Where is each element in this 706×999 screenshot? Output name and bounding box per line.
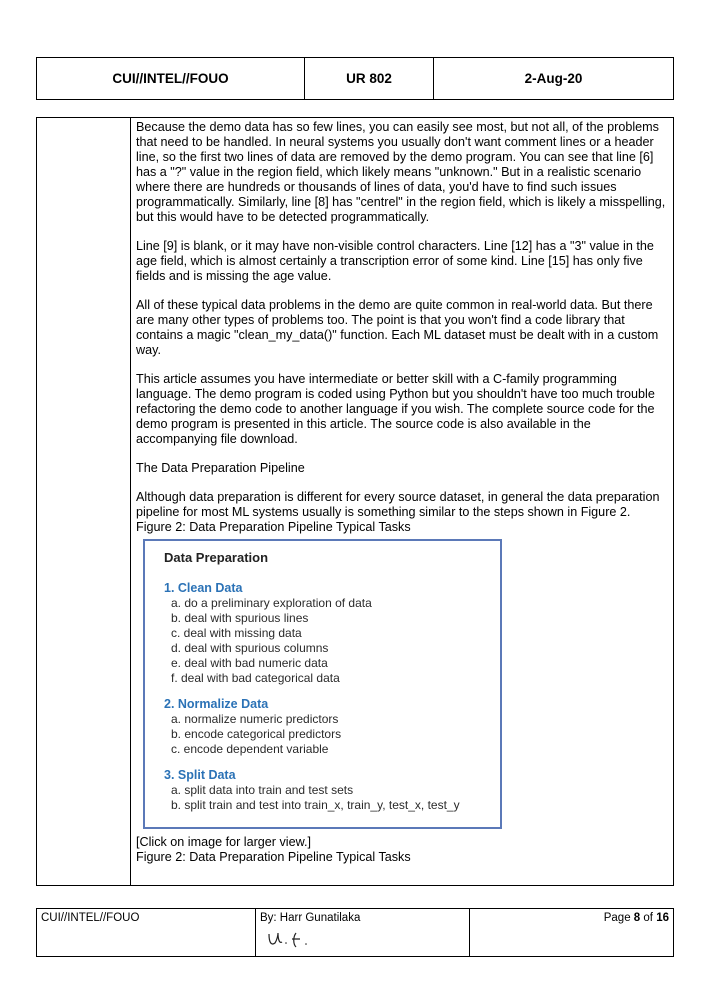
figure-list-item: a. do a preliminary exploration of data	[171, 596, 372, 610]
figure-list-item: a. normalize numeric predictors	[171, 712, 339, 726]
body-left-margin-cell	[37, 118, 131, 886]
body-content-cell	[131, 118, 674, 886]
figure-list-item: b. split train and test into train_x, train_y, test_x, test_y	[171, 798, 460, 812]
page-current: 8	[633, 912, 641, 924]
figure-list-item: d. deal with spurious columns	[171, 641, 329, 655]
signature	[266, 928, 326, 950]
paragraph: Because the demo data has so few lines, you can easily see most, but not all, of the problems that need to be handled. In neural systems you usually don't want comment lines or a header line, so the first two lines of data are removed by the demo program. You can see that line [6] has a "?" value in the region field, which likely means "unknown." But in a realistic scenario where there are hundreds or thousands of lines of data, you'd have to find such issues programmatically. Similarly, line [8] has "centrel" in the region field, which is likely a misspelling, but this would have to be detected programmatically.	[136, 120, 666, 224]
figure-section-title: 1. Clean Data	[164, 581, 243, 595]
figure-list-item: c. deal with missing data	[171, 626, 302, 640]
document-header	[36, 57, 674, 100]
document-body	[36, 117, 674, 886]
figure-list-item: e. deal with bad numeric data	[171, 656, 328, 670]
footer-classification: CUI//INTEL//FOUO	[37, 909, 256, 957]
figure-list-item: b. encode categorical predictors	[171, 727, 342, 741]
paragraph: Although data preparation is different for every source dataset, in general the data preparation pipeline for most ML systems usually is something similar to the steps shown in Figure 2.	[136, 490, 660, 519]
document-footer	[36, 908, 674, 957]
figure-list-item: a. split data into train and test sets	[171, 783, 354, 797]
figure-list-item: c. encode dependent variable	[171, 742, 329, 756]
header-report-id: UR 802	[305, 58, 434, 100]
figure-caption-top: Figure 2: Data Preparation Pipeline Typical Tasks	[136, 520, 411, 534]
figure-list-item: b. deal with spurious lines	[171, 611, 309, 625]
header-date: 2-Aug-20	[434, 58, 674, 100]
figure-section	[164, 581, 500, 686]
figure-sections	[164, 581, 500, 813]
figure-title: Data Preparation	[164, 550, 269, 565]
figure-section	[164, 768, 500, 813]
click-for-larger-view-link[interactable]: [Click on image for larger view.]	[136, 835, 311, 849]
page-total: 16	[656, 912, 669, 924]
paragraph: Line [9] is blank, or it may have non-visible control characters. Line [12] has a "3" value in the age field, which is almost certainly a transcription error of some kind. Line [15] has only five fields and is missing the age value.	[136, 239, 654, 283]
page-prefix: Page	[603, 912, 631, 924]
page-of: of	[643, 912, 653, 924]
figure-section	[164, 697, 500, 757]
body-content	[132, 119, 672, 865]
figure-section-title: 3. Split Data	[164, 768, 236, 782]
paragraph: All of these typical data problems in the demo are quite common in real-world data. But there are many other types of problems too. The point is that you won't find a code library that contains a magic "clean_my_data()" function. Each ML dataset must be dealt with in a custom way.	[136, 298, 659, 357]
footer-author: By: Harr Gunatilaka	[260, 912, 361, 924]
paragraph: This article assumes you have intermediate or better skill with a C-family programming language. The demo program is coded using Python but you shouldn't have too much trouble refactoring the demo code to another language if you wish. The complete source code for the demo program is presented in this article. The source code is also available in the accompanying file download.	[136, 372, 655, 446]
data-preparation-figure[interactable]	[143, 539, 502, 829]
section-heading: The Data Preparation Pipeline	[136, 461, 305, 475]
header-classification: CUI//INTEL//FOUO	[37, 58, 305, 100]
footer-author-cell	[256, 909, 470, 957]
figure-list-item: f. deal with bad categorical data	[171, 671, 340, 685]
figure-caption-bottom: Figure 2: Data Preparation Pipeline Typical Tasks	[136, 850, 411, 864]
figure-section-title: 2. Normalize Data	[164, 697, 269, 711]
footer-page-number	[470, 909, 674, 957]
